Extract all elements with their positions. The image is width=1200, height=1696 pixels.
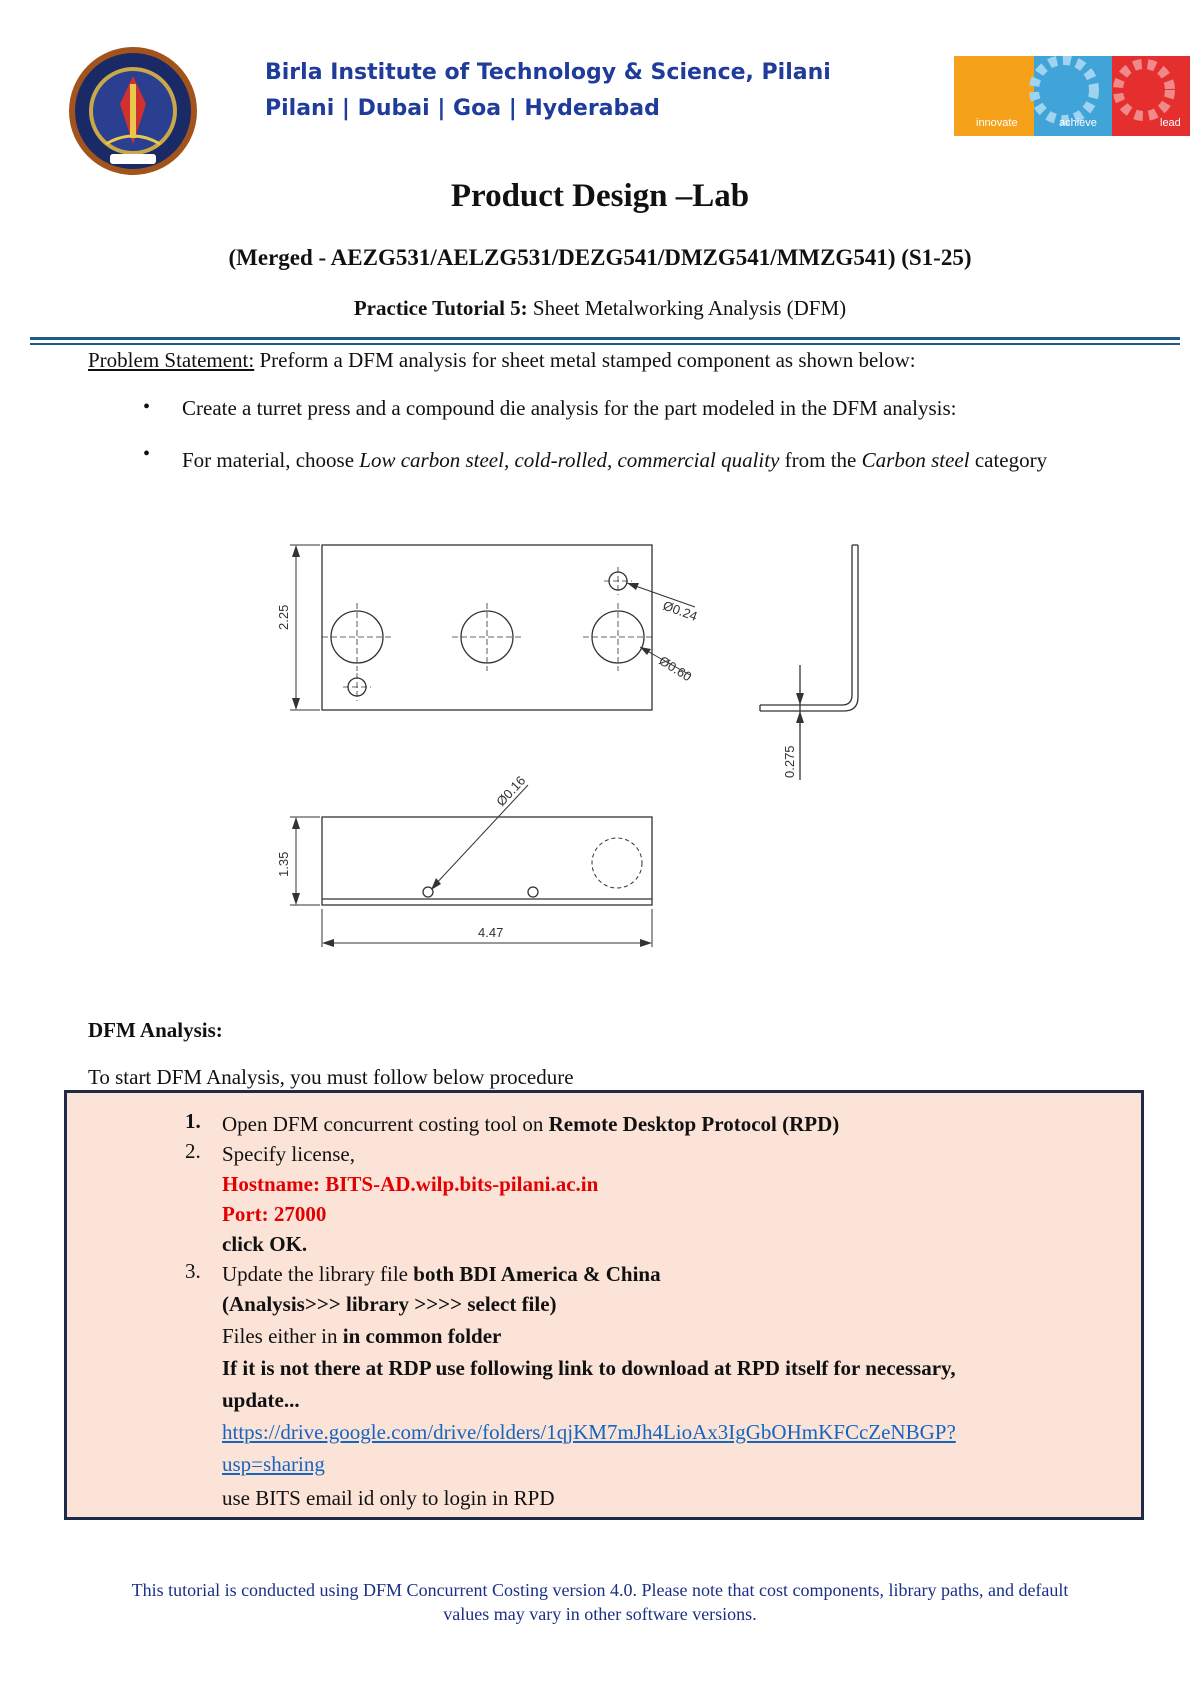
step-1 bbox=[222, 1109, 839, 1139]
front-view-outline bbox=[322, 817, 652, 905]
dim-length: 4.47 bbox=[478, 925, 504, 940]
brand-word-innovate: innovate bbox=[976, 117, 1018, 129]
drive-link[interactable]: https://drive.google.com/drive/folders/1qjKM7mJh4LioAx3IgGbOHmKFCcZeNBGP? bbox=[222, 1420, 956, 1444]
dim-height-top: 2.25 bbox=[276, 604, 291, 630]
institution-name: Birla Institute of Technology & Science, Pilani bbox=[265, 60, 831, 85]
tiny-hole bbox=[528, 887, 538, 897]
material-name: Low carbon steel, cold-rolled, commercial quality bbox=[359, 448, 780, 472]
license-port: Port: 27000 bbox=[222, 1202, 327, 1226]
library-path: (Analysis>>> library >>>> select file) bbox=[222, 1292, 557, 1316]
step-number: 1. bbox=[185, 1109, 201, 1133]
step-emphasis: both BDI America & China bbox=[413, 1262, 661, 1286]
procedure-box bbox=[64, 1090, 1144, 1520]
download-note: If it is not there at RDP use following link to download at RPD itself for necessary, bbox=[222, 1356, 956, 1380]
footer-note bbox=[0, 1578, 1200, 1626]
material-category: Carbon steel bbox=[861, 448, 970, 472]
header-divider-thin bbox=[30, 343, 1180, 345]
bullet-item: Create a turret press and a compound die analysis for the part modeled in the DFM analysis: bbox=[182, 396, 957, 420]
dim-small-hole: Ø0.24 bbox=[660, 597, 700, 624]
tutorial-topic: Sheet Metalworking Analysis (DFM) bbox=[532, 296, 847, 320]
institution-campuses: Pilani | Dubai | Goa | Hyderabad bbox=[265, 96, 660, 121]
hidden-large-hole bbox=[592, 838, 642, 888]
large-hole bbox=[331, 611, 383, 663]
files-location bbox=[222, 1321, 501, 1351]
large-hole bbox=[461, 611, 513, 663]
dim-large-hole: Ø0.60 bbox=[656, 652, 695, 685]
problem-text: Preform a DFM analysis for sheet metal stamped component as shown below: bbox=[259, 348, 916, 372]
dim-height-bottom: 1.35 bbox=[276, 851, 291, 877]
bullet-text: For material, choose bbox=[182, 448, 360, 472]
bullet-text: category bbox=[969, 448, 1048, 472]
course-codes: (Merged - AEZG531/AELZG531/DEZG541/DMZG541/MMZG541) (S1-25) bbox=[228, 245, 972, 270]
header-divider bbox=[30, 337, 1180, 340]
page-title: Product Design –Lab bbox=[450, 178, 750, 214]
dim-flange: 0.275 bbox=[782, 745, 797, 778]
problem-label: Problem Statement: bbox=[88, 348, 255, 372]
dfm-intro: To start DFM Analysis, you must follow below procedure bbox=[88, 1065, 574, 1089]
bullet-dot: • bbox=[143, 443, 151, 465]
tiny-hole bbox=[423, 887, 433, 897]
dfm-heading: DFM Analysis: bbox=[88, 1018, 223, 1042]
footer-line: values may vary in other software versions. bbox=[443, 1604, 757, 1624]
large-hole bbox=[592, 611, 644, 663]
step-emphasis: Remote Desktop Protocol (RPD) bbox=[548, 1112, 840, 1136]
step-number: 3. bbox=[185, 1259, 201, 1283]
tutorial-label: Practice Tutorial 5: bbox=[353, 296, 528, 320]
click-ok-instruction: click OK. bbox=[222, 1232, 308, 1256]
step-number: 2. bbox=[185, 1139, 201, 1163]
footer-line: This tutorial is conducted using DFM Concurrent Costing version 4.0. Please note that cost components, library paths, and default bbox=[131, 1580, 1069, 1600]
bits-seal-logo bbox=[66, 44, 200, 178]
drive-link-cont[interactable]: usp=sharing bbox=[222, 1452, 325, 1476]
brand-word-achieve: achieve bbox=[1059, 117, 1097, 129]
email-note: use BITS email id only to login in RPD bbox=[222, 1486, 555, 1510]
dim-tiny-hole: Ø0.16 bbox=[493, 772, 529, 810]
innovate-achieve-lead-banner bbox=[954, 56, 1190, 136]
top-view-outline bbox=[322, 545, 652, 710]
side-view-outline bbox=[760, 545, 858, 711]
download-note-cont: update... bbox=[222, 1388, 300, 1412]
step-text: Update the library file bbox=[222, 1262, 414, 1286]
bullet-dot: • bbox=[143, 396, 151, 418]
bullet-item-material bbox=[182, 443, 1127, 477]
problem-statement bbox=[88, 348, 1148, 373]
step-text: Open DFM concurrent costing tool on bbox=[222, 1112, 549, 1136]
tutorial-line bbox=[0, 296, 1200, 321]
license-hostname: Hostname: BITS-AD.wilp.bits-pilani.ac.in bbox=[222, 1172, 599, 1196]
step-2: Specify license, bbox=[222, 1142, 355, 1166]
bullet-text: from the bbox=[779, 448, 862, 472]
step-3 bbox=[222, 1259, 661, 1289]
step-text: Files either in bbox=[222, 1324, 343, 1348]
engineering-drawing bbox=[270, 535, 950, 995]
step-emphasis: in common folder bbox=[342, 1324, 502, 1348]
brand-word-lead: lead bbox=[1160, 117, 1181, 129]
